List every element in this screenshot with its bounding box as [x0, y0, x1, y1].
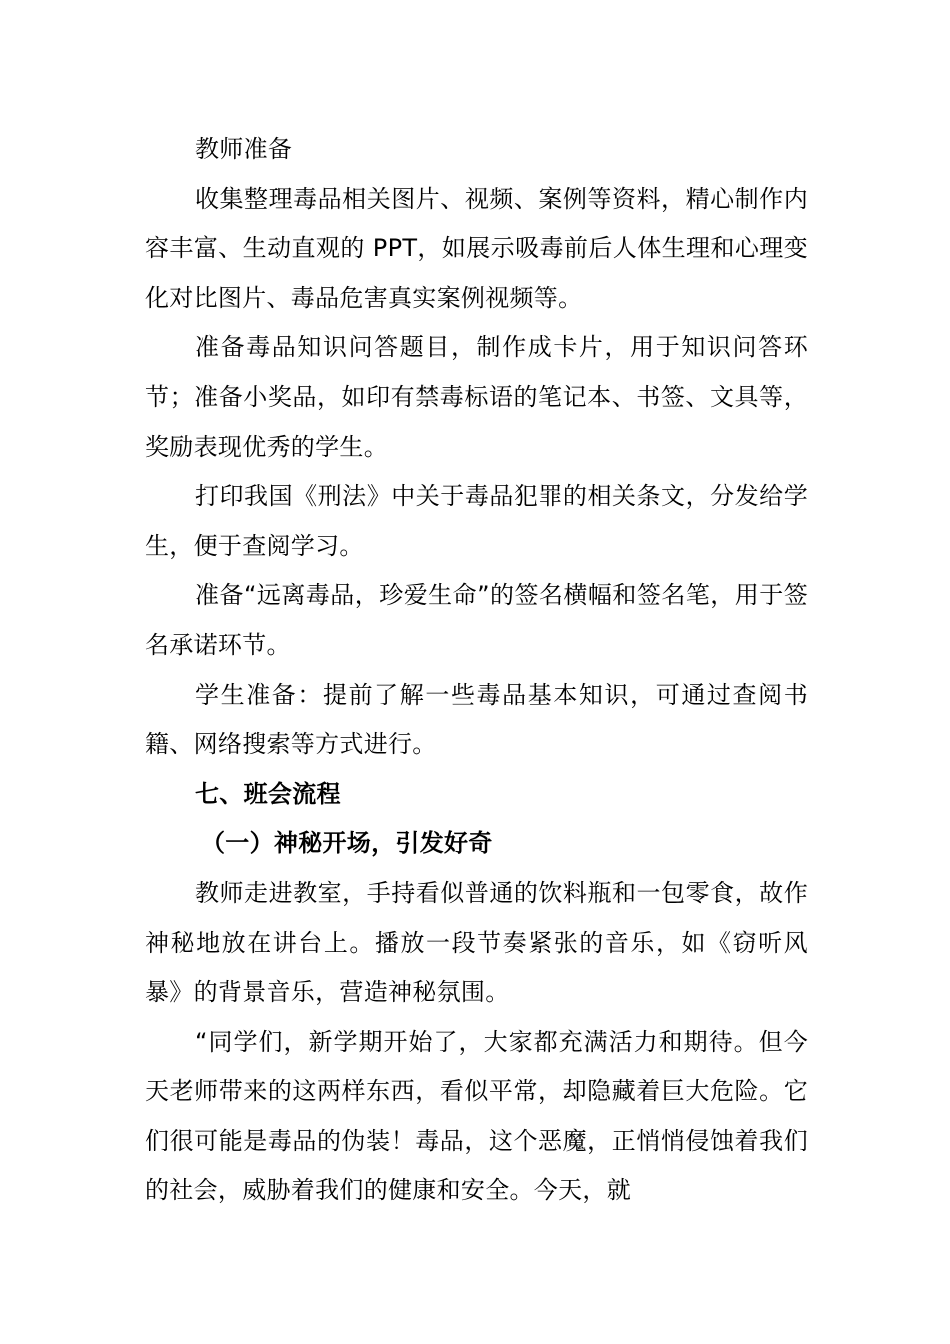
paragraph-signature-banner: 准备“远离毒品，珍爱生命”的签名横幅和签名笔，用于签名承诺环节。 [145, 581, 808, 659]
paragraph-print-law: 打印我国《刑法》中关于毒品犯罪的相关条文，分发给学生，便于查阅学习。 [145, 482, 808, 560]
paragraph-quiz-cards: 准备毒品知识问答题目，制作成卡片，用于知识问答环节；准备小奖品，如印有禁毒标语的笔记本、书签、文具等，奖励表现优秀的学生。 [145, 333, 808, 461]
paragraph-student-prep: 学生准备：提前了解一些毒品基本知识，可通过查阅书籍、网络搜索等方式进行。 [145, 680, 808, 759]
paragraph-collect-materials: 收集整理毒品相关图片、视频、案例等资料，精心制作内容丰富、生动直观的 PPT，如展示吸毒前后人体生理和心理变化对比图片、毒品危害真实案例视频等。 [145, 184, 808, 312]
document-body [145, 125, 808, 1216]
paragraph-teacher-speech: “同学们，新学期开始了，大家都充满活力和期待。但今天老师带来的这两样东西，看似平常，却隐藏着巨大危险。它们很可能是毒品的伪装！毒品，这个恶魔，正悄悄侵蚀着我们的社会，威胁着我们的健康和安全。今天，就 [145, 1027, 808, 1205]
section-heading-class-flow: 七、班会流程 [195, 779, 341, 808]
paragraph-teacher-enters: 教师走进教室，手持看似普通的饮料瓶和一包零食，故作神秘地放在讲台上。播放一段节奏紧张的音乐，如《窃听风暴》的背景音乐，营造神秘氛围。 [145, 878, 808, 1007]
paragraph-teacher-prep-title: 教师准备 [195, 135, 293, 163]
subsection-heading-mysterious-opening: （一）神秘开场，引发好奇 [201, 829, 493, 858]
